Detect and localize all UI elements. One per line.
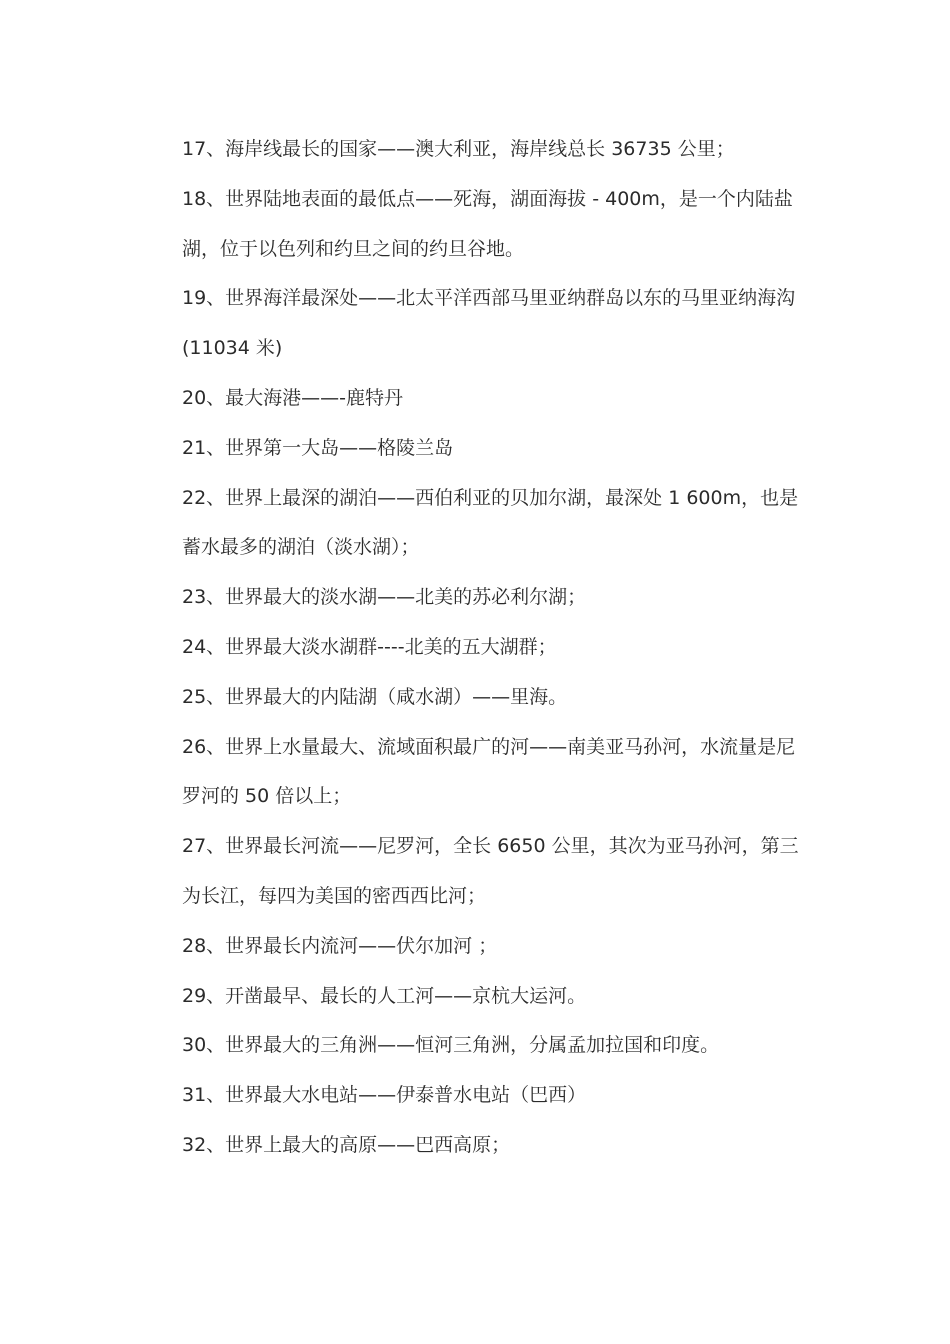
text-line: 24、世界最大淡水湖群----北美的五大湖群；: [182, 635, 557, 658]
text-line: 32、世界上最大的高原——巴西高原；: [182, 1133, 511, 1156]
document-body: [182, 125, 812, 1171]
text-line: 20、最大海港——-鹿特丹: [182, 386, 404, 409]
text-line: 21、世界第一大岛——格陵兰岛: [182, 436, 454, 459]
text-line: 19、世界海洋最深处——北太平洋西部马里亚纳群岛以东的马里亚纳海沟: [182, 287, 796, 310]
text-line: 罗河的 50 倍以上；: [182, 785, 352, 808]
text-line: (11034 米): [182, 337, 283, 360]
text-line: 26、世界上水量最大、流域面积最广的河——南美亚马孙河，水流量是尼: [182, 735, 796, 758]
text-line: 22、世界上最深的湖泊——西伯利亚的贝加尔湖，最深处 1 600m，也是: [182, 486, 799, 509]
text-line: 23、世界最大的淡水湖——北美的苏必利尔湖；: [182, 586, 587, 609]
text-line: 蓄水最多的湖泊（淡水湖）；: [182, 536, 420, 559]
text-line: 为长江，每四为美国的密西西比河；: [182, 884, 487, 907]
text-line: 29、开凿最早、最长的人工河——京杭大运河。: [182, 984, 587, 1007]
text-line: 28、世界最长内流河——伏尔加河 ；: [182, 934, 498, 957]
text-line: 25、世界最大的内陆湖（咸水湖）——里海。: [182, 685, 568, 708]
text-line: 31、世界最大水电站——伊泰普水电站（巴西）: [182, 1084, 587, 1107]
text-line: 18、世界陆地表面的最低点——死海，湖面海拔 - 400m，是一个内陆盐: [182, 187, 793, 210]
text-line: 湖，位于以色列和约旦之间的约旦谷地。: [182, 237, 525, 260]
text-line: 17、海岸线最长的国家——澳大利亚，海岸线总长 36735 公里；: [182, 138, 735, 160]
text-line: 30、世界最大的三角洲——恒河三角洲，分属孟加拉国和印度。: [182, 1034, 720, 1057]
text-line: 27、世界最长河流——尼罗河，全长 6650 公里，其次为亚马孙河，第三: [182, 835, 799, 858]
